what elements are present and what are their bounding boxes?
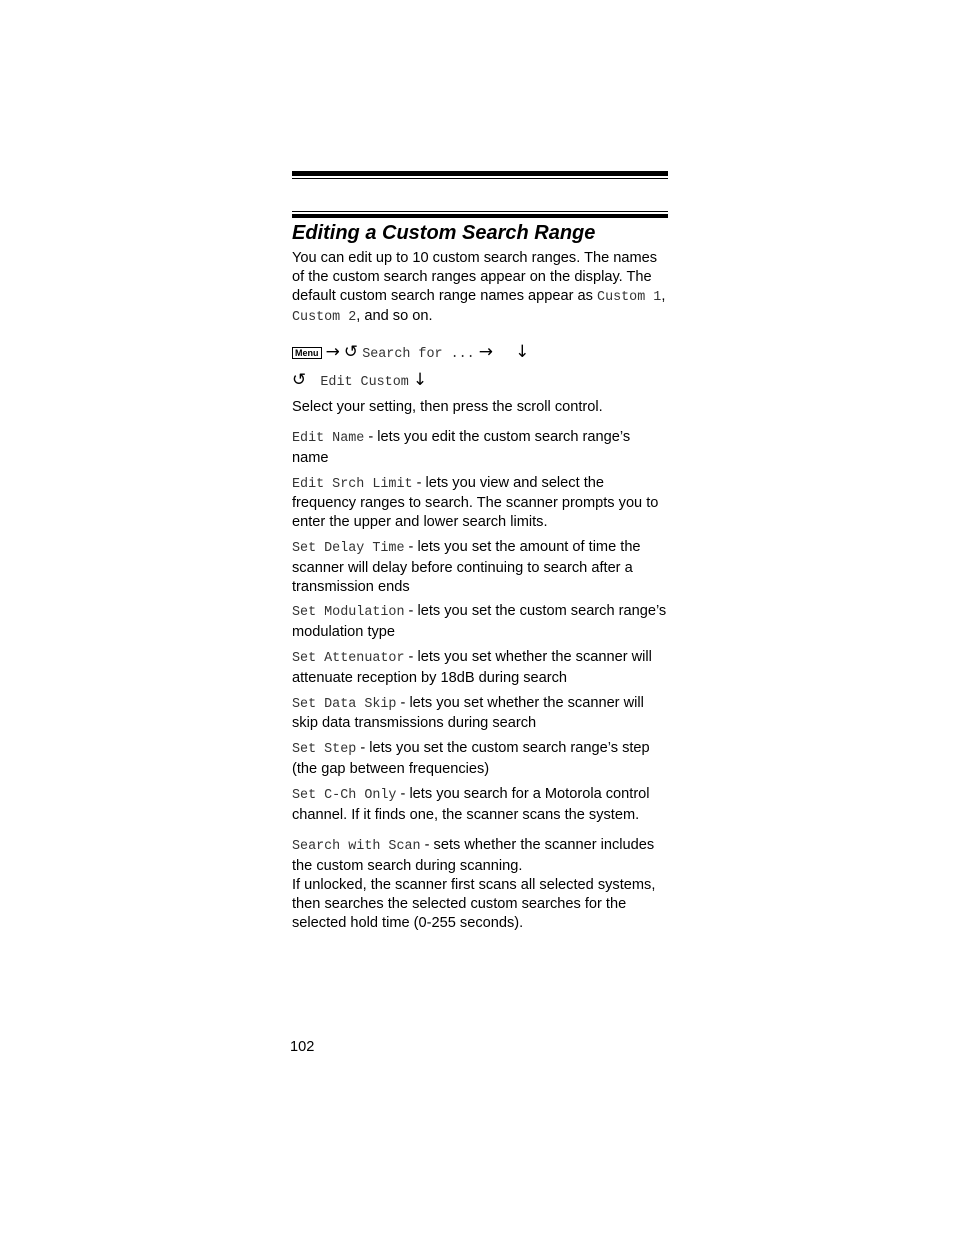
option-name: Set Step xyxy=(292,742,357,758)
option-name: Search with Scan xyxy=(292,839,421,855)
heading-rule-thin xyxy=(292,211,668,212)
option-desc: - lets you edit the custom search range’s name xyxy=(292,428,631,466)
intro-end: , and so on. xyxy=(356,308,433,325)
option-name: Set Delay Time xyxy=(292,540,405,556)
option-edit-srch-limit xyxy=(292,474,668,532)
arrow-down-icon: ↓ xyxy=(412,370,428,391)
option-set-c-ch-only xyxy=(292,785,668,825)
rotate-scroll-icon: ↺ xyxy=(343,342,359,363)
option-set-attenuator xyxy=(292,648,668,688)
option-name: Edit Name xyxy=(292,430,365,446)
option-name: Set Modulation xyxy=(292,605,405,621)
option-name: Edit Srch Limit xyxy=(292,476,413,492)
option-set-modulation xyxy=(292,602,668,642)
option-desc: - lets you view and select the frequency ranges to search. The scanner prompts you to enter the upper and lower search limits. xyxy=(292,474,659,531)
option-set-delay-time xyxy=(292,538,668,596)
option-name: Set C-Ch Only xyxy=(292,787,397,803)
option-desc: - lets you set the custom search range’s modulation type xyxy=(292,603,667,641)
heading-rule-thick xyxy=(292,214,668,218)
edit-custom-option: Edit Custom xyxy=(320,375,409,391)
option-edit-name xyxy=(292,428,668,468)
option-desc: - lets you set the amount of time the scanner will delay before continuing to search after a transmission ends xyxy=(292,538,641,595)
intro-paragraph xyxy=(292,249,668,328)
arrow-down-icon: ↓ xyxy=(515,342,530,363)
top-rule-thick xyxy=(292,171,668,176)
menu-path-line-2 xyxy=(292,366,668,394)
custom-2-name: Custom 2 xyxy=(292,310,357,326)
option-desc: - sets whether the scanner includes the custom search during scanning. xyxy=(292,837,655,875)
option-search-with-scan xyxy=(292,836,668,876)
search-for-option: Search for ... xyxy=(362,347,475,363)
menu-key-icon: Menu xyxy=(292,347,322,359)
option-desc: - lets you search for a Motorola control channel. If it finds one, the scanner scans the system. xyxy=(292,785,650,823)
arrow-right-icon: → xyxy=(325,342,340,363)
intro-text: You can edit up to 10 custom search ranges. The names of the custom search ranges appear on the display. The default custom search range names appear as xyxy=(292,250,658,304)
menu-path-line-1 xyxy=(292,338,668,366)
option-set-data-skip xyxy=(292,694,668,734)
option-name: Set Data Skip xyxy=(292,696,397,712)
intro-comma: , xyxy=(661,287,666,304)
section-body xyxy=(292,249,668,932)
section-title: Editing a Custom Search Range xyxy=(292,222,596,244)
unlocked-note: If unlocked, the scanner first scans all selected systems, then searches the selected custom searches for the selected hold time (0-255 seconds). xyxy=(292,876,656,931)
option-desc: - lets you set whether the scanner will attenuate reception by 18dB during search xyxy=(292,648,652,686)
custom-1-name: Custom 1 xyxy=(597,289,662,305)
option-set-step xyxy=(292,739,668,779)
rotate-scroll-icon: ↺ xyxy=(292,370,307,391)
option-name: Set Attenuator xyxy=(292,650,405,666)
option-desc: - lets you set the custom search range’s step (the gap between frequencies) xyxy=(292,740,650,777)
instruction-text: Select your setting, then press the scroll control. xyxy=(292,399,603,416)
arrow-right-icon: → xyxy=(478,342,493,363)
page-number: 102 xyxy=(290,1039,315,1055)
top-rule-thin xyxy=(292,178,668,179)
option-desc: - lets you set whether the scanner will skip data transmissions during search xyxy=(292,694,644,732)
